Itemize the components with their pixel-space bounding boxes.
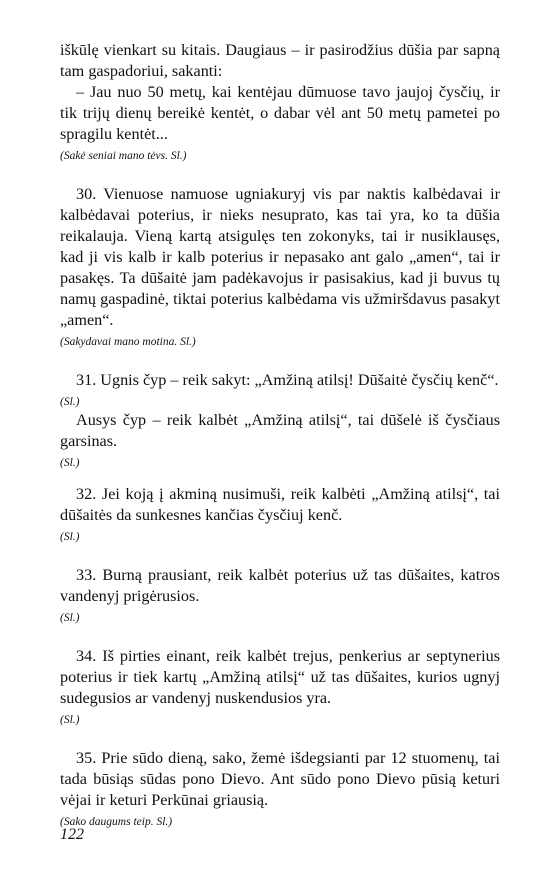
- source-note: (Sl.): [60, 531, 80, 543]
- entry-31-continued: Ausys čyp – reik kalbėt „Amžiną atilsį“, tai dūšelė iš čysčiaus garsinas.: [60, 411, 500, 450]
- source-note: (Sl.): [60, 612, 80, 624]
- entry-35: 35. Prie sūdo dieną, sako, žemė išdegsianti par 12 stuomenų, tai tada būsiąs sūdas pono Dievo. Ant sūdo pono Dievo pūsią keturi vėjai ir keturi Perkūnai griausią.: [60, 749, 500, 809]
- source-note: (Sl.): [60, 457, 80, 469]
- paragraph-intro: iškūlę vienkart su kitais. Daugiaus – ir pasirodžius dūšia par sapną tam gaspadoriui, sakanti:: [60, 41, 500, 80]
- entry-32: 32. Jei koją į akminą nusimuši, reik kalbėti „Amžiną atilsį“, tai dūšaitės da sunkesnes kančias čysčiuj kenč.: [60, 485, 500, 524]
- entry-31: 31. Ugnis čyp – reik sakyt: „Amžiną atilsį! Dūšaitė čysčių kenč“.: [76, 371, 499, 389]
- source-note: (Sl.): [60, 396, 80, 408]
- entry-34: 34. Iš pirties einant, reik kalbėt trejus, penkerius ar septynerius poterius ir tiek kartų „Amžiną atilsį“ už tas dūšaites, kurios ugnyj sudegusios ar vandenyj nuskendusios yra.: [60, 647, 500, 707]
- source-note: (Sakė seniai mano tėvs. Sl.): [60, 150, 187, 162]
- page-number: 122: [60, 826, 84, 843]
- entry-30: 30. Vienuose namuose ugniakuryj vis par naktis kalbėdavai ir kalbėdavai poterius, ir nieks nesuprato, kas tai yra, ko ta dūšia reikalauja. Vieną kartą atsigulęs ten zokonyks, tai ir nusiklausęs, kad ji vis kalb ir kalb poterius ir nepasako ant galo „amen“, tai ir pasakęs. Ta dūšaitė jam padėkavojus ir pasisakius, kad ji buvus tų namų gaspadinė, tiktai poterius kalbėdama vis užmiršdavus pasakyt „amen“.: [60, 185, 500, 329]
- source-note: (Sakydavai mano motina. Sl.): [60, 336, 196, 348]
- source-note: (Sl.): [60, 714, 80, 726]
- paragraph-quote: – Jau nuo 50 metų, kai kentėjau dūmuose tavo jaujoj čysčių, ir tik trijų dienų bereikė kentėt, o dabar vėl ant 50 metų pametei po spragilu kentėt...: [60, 83, 500, 143]
- source-note: (Sako daugums teip. Sl.): [60, 816, 173, 828]
- entry-33: 33. Burną prausiant, reik kalbėt poterius už tas dūšaites, katros vandenyj prigėrusios.: [60, 566, 500, 605]
